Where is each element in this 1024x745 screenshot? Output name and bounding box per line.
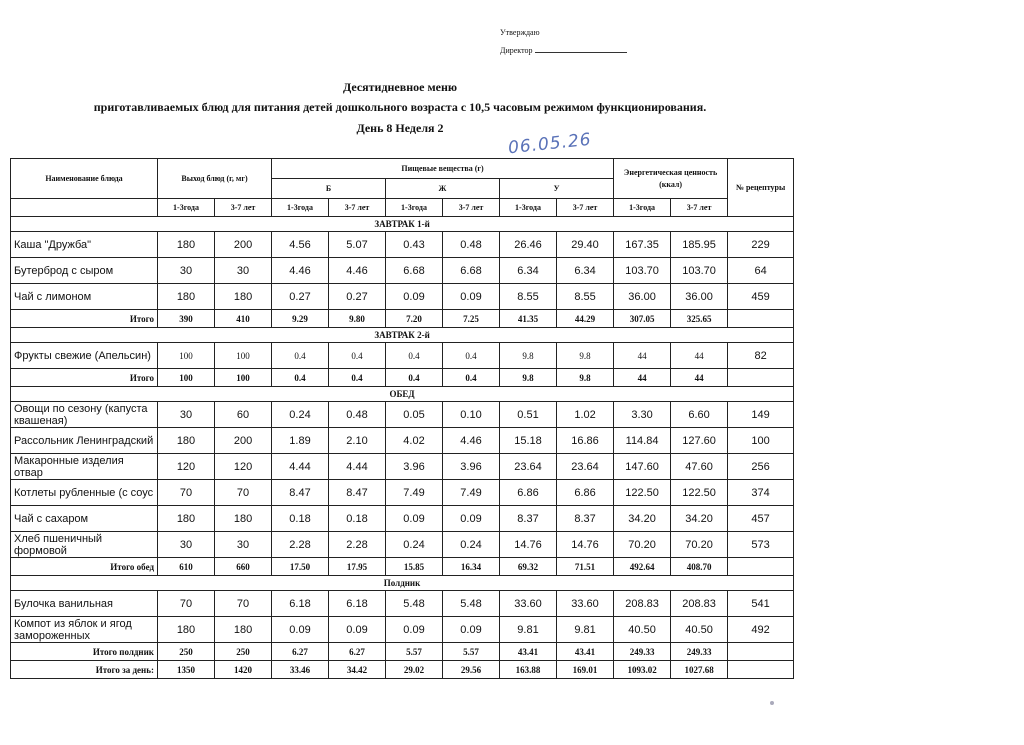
dish-value: 8.47 [329,480,386,506]
total-value: 249.33 [671,643,728,661]
section-title: ОБЕД [11,387,794,402]
document-subtitle: приготавливаемых блюд для питания детей дошкольного возраста с 10,5 часовым режимом функционирования. [93,100,707,114]
header-dish-name: Наименование блюда [11,159,158,199]
dish-value: 0.24 [443,532,500,558]
dish-value: 0.24 [272,402,329,428]
dish-value: 0.27 [272,284,329,310]
total-value: 0.4 [329,369,386,387]
total-value: 41.35 [500,310,557,328]
document-title: Десятидневное меню [342,80,458,94]
total-value: 250 [158,643,215,661]
dish-value: 1.89 [272,428,329,454]
dish-value: 114.84 [614,428,671,454]
header-age: 3-7 лет [671,199,728,217]
total-row [11,661,794,679]
dish-value: 8.55 [500,284,557,310]
dish-value: 6.86 [500,480,557,506]
dish-name: Макаронные изделия отвар [11,454,158,480]
dish-value: 34.20 [671,506,728,532]
dish-value: 6.18 [272,591,329,617]
total-value: 44.29 [557,310,614,328]
dish-value: 9.81 [557,617,614,643]
dish-value: 30 [215,258,272,284]
total-row [11,310,794,328]
dish-value: 4.56 [272,232,329,258]
dish-value: 15.18 [500,428,557,454]
dish-value: 0.18 [272,506,329,532]
total-recipe-blank [728,369,794,387]
dish-value: 30 [158,532,215,558]
dish-value: 0.48 [329,402,386,428]
total-value: 1350 [158,661,215,679]
section-title: ЗАВТРАК 1-й [11,217,794,232]
total-recipe-blank [728,310,794,328]
signature-line [535,44,627,53]
recipe-number: 459 [728,284,794,310]
dish-value: 33.60 [500,591,557,617]
header-age: 3-7 лет [329,199,386,217]
dish-value: 14.76 [557,532,614,558]
approval-block [500,24,627,60]
dish-row [11,591,794,617]
dish-value: 2.28 [329,532,386,558]
dish-value: 26.46 [500,232,557,258]
total-value: 0.4 [443,369,500,387]
header-age: 1-3года [386,199,443,217]
dish-value: 44 [671,343,728,369]
dish-value: 180 [215,617,272,643]
menu-body [11,217,794,679]
dish-value: 180 [215,506,272,532]
total-value: 9.8 [557,369,614,387]
total-recipe-blank [728,643,794,661]
dish-value: 4.02 [386,428,443,454]
total-value: 43.41 [500,643,557,661]
total-value: 44 [614,369,671,387]
dish-name: Хлеб пшеничный формовой [11,532,158,558]
dish-value: 70.20 [614,532,671,558]
total-value: 249.33 [614,643,671,661]
header-age: 1-3года [614,199,671,217]
total-value: 325.65 [671,310,728,328]
total-label: Итого [11,369,158,387]
section-title: Полдник [11,576,794,591]
dish-value: 0.43 [386,232,443,258]
dish-value: 0.51 [500,402,557,428]
total-value: 0.4 [386,369,443,387]
recipe-number: 374 [728,480,794,506]
total-value: 33.46 [272,661,329,679]
age-header-row [11,199,794,217]
dish-value: 0.09 [443,506,500,532]
total-value: 5.57 [386,643,443,661]
dish-name: Компот из яблок и ягод замороженных [11,617,158,643]
dish-value: 70 [215,480,272,506]
dish-value: 6.18 [329,591,386,617]
header-age: 1-3года [272,199,329,217]
total-label: Итого за день: [11,661,158,679]
dish-value: 0.18 [329,506,386,532]
director-label: Директор [500,46,533,55]
dish-value: 8.37 [557,506,614,532]
dish-value: 200 [215,232,272,258]
dish-value: 70 [158,591,215,617]
total-value: 7.25 [443,310,500,328]
dish-value: 167.35 [614,232,671,258]
section-row [11,328,794,343]
total-row [11,369,794,387]
dish-value: 120 [158,454,215,480]
dish-value: 0.05 [386,402,443,428]
dish-value: 180 [215,284,272,310]
dish-value: 8.55 [557,284,614,310]
dish-value: 0.09 [443,284,500,310]
handwritten-date: 06.05.26 [507,129,593,159]
total-value: 7.20 [386,310,443,328]
total-value: 6.27 [329,643,386,661]
menu-table [10,158,794,679]
recipe-number: 256 [728,454,794,480]
dish-value: 0.27 [329,284,386,310]
dish-value: 34.20 [614,506,671,532]
header-protein: Б [272,179,386,199]
recipe-number: 82 [728,343,794,369]
dish-value: 23.64 [500,454,557,480]
dish-value: 6.86 [557,480,614,506]
total-value: 250 [215,643,272,661]
dish-name: Котлеты рубленные (с соус [11,480,158,506]
dish-value: 103.70 [614,258,671,284]
total-value: 44 [671,369,728,387]
dish-value: 30 [158,258,215,284]
dish-value: 29.40 [557,232,614,258]
dish-value: 7.49 [386,480,443,506]
header-age: 1-3года [500,199,557,217]
header-energy: Энергетическая ценность (ккал) [614,159,728,199]
dish-value: 0.4 [443,343,500,369]
total-recipe-blank [728,661,794,679]
total-value: 169.01 [557,661,614,679]
dish-value: 8.37 [500,506,557,532]
header-age: 1-3года [158,199,215,217]
dish-value: 0.09 [386,617,443,643]
total-label: Итого полдник [11,643,158,661]
dish-row [11,532,794,558]
section-row [11,387,794,402]
dish-value: 5.48 [386,591,443,617]
dish-row [11,454,794,480]
dish-value: 0.09 [386,506,443,532]
dish-value: 44 [614,343,671,369]
dish-row [11,402,794,428]
dish-value: 70 [158,480,215,506]
dish-value: 200 [215,428,272,454]
dish-value: 2.28 [272,532,329,558]
header-blank [11,199,158,217]
total-value: 610 [158,558,215,576]
approve-label: Утверждаю [500,28,540,37]
total-value: 1093.02 [614,661,671,679]
total-recipe-blank [728,558,794,576]
total-label: Итого обед [11,558,158,576]
recipe-number: 573 [728,532,794,558]
dish-value: 127.60 [671,428,728,454]
dish-value: 180 [158,506,215,532]
dish-value: 36.00 [614,284,671,310]
dish-value: 180 [158,284,215,310]
total-value: 0.4 [272,369,329,387]
scan-dot [770,701,774,705]
dish-value: 120 [215,454,272,480]
total-value: 5.57 [443,643,500,661]
total-value: 29.56 [443,661,500,679]
dish-value: 3.96 [386,454,443,480]
dish-row [11,232,794,258]
dish-value: 40.50 [671,617,728,643]
dish-value: 4.46 [329,258,386,284]
header-nutrients: Пищевые вещества (г) [272,159,614,179]
dish-value: 9.81 [500,617,557,643]
total-value: 69.32 [500,558,557,576]
dish-value: 6.68 [443,258,500,284]
total-value: 34.42 [329,661,386,679]
dish-value: 0.09 [443,617,500,643]
total-value: 1420 [215,661,272,679]
dish-value: 0.24 [386,532,443,558]
total-row [11,558,794,576]
total-value: 15.85 [386,558,443,576]
dish-value: 6.34 [557,258,614,284]
total-value: 408.70 [671,558,728,576]
dish-value: 180 [158,617,215,643]
total-value: 163.88 [500,661,557,679]
dish-value: 70.20 [671,532,728,558]
dish-value: 3.96 [443,454,500,480]
dish-value: 9.8 [557,343,614,369]
dish-value: 7.49 [443,480,500,506]
section-row [11,217,794,232]
total-value: 9.8 [500,369,557,387]
dish-name: Чай с сахаром [11,506,158,532]
header-output: Выход блюд (г, мг) [158,159,272,199]
dish-row [11,343,794,369]
director-signature-line [500,42,627,60]
total-value: 100 [158,369,215,387]
dish-row [11,617,794,643]
total-value: 307.05 [614,310,671,328]
dish-value: 0.48 [443,232,500,258]
dish-row [11,428,794,454]
total-value: 43.41 [557,643,614,661]
dish-value: 14.76 [500,532,557,558]
dish-value: 30 [215,532,272,558]
dish-name: Булочка ванильная [11,591,158,617]
total-value: 1027.68 [671,661,728,679]
recipe-number: 100 [728,428,794,454]
dish-value: 180 [158,428,215,454]
dish-name: Фрукты свежие (Апельсин) [11,343,158,369]
dish-value: 147.60 [614,454,671,480]
dish-value: 60 [215,402,272,428]
dish-row [11,506,794,532]
dish-value: 180 [158,232,215,258]
dish-name: Чай с лимоном [11,284,158,310]
recipe-number: 457 [728,506,794,532]
header-age: 3-7 лет [557,199,614,217]
dish-value: 6.68 [386,258,443,284]
dish-name: Рассольник Ленинградский [11,428,158,454]
dish-value: 4.46 [272,258,329,284]
recipe-number: 492 [728,617,794,643]
dish-value: 4.46 [443,428,500,454]
total-row [11,643,794,661]
dish-value: 16.86 [557,428,614,454]
dish-value: 33.60 [557,591,614,617]
dish-name: Овощи по сезону (капуста квашеная) [11,402,158,428]
dish-value: 0.09 [272,617,329,643]
total-value: 9.80 [329,310,386,328]
dish-value: 70 [215,591,272,617]
total-label: Итого [11,310,158,328]
total-value: 71.51 [557,558,614,576]
dish-value: 23.64 [557,454,614,480]
dish-value: 0.09 [329,617,386,643]
dish-value: 4.44 [329,454,386,480]
header-carbs: У [500,179,614,199]
dish-value: 40.50 [614,617,671,643]
dish-value: 122.50 [614,480,671,506]
recipe-number: 541 [728,591,794,617]
dish-value: 0.4 [272,343,329,369]
recipe-number: 149 [728,402,794,428]
dish-row [11,258,794,284]
dish-value: 4.44 [272,454,329,480]
dish-row [11,284,794,310]
total-value: 17.95 [329,558,386,576]
dish-value: 208.83 [671,591,728,617]
dish-name: Бутерброд с сыром [11,258,158,284]
dish-value: 47.60 [671,454,728,480]
total-value: 492.64 [614,558,671,576]
total-value: 9.29 [272,310,329,328]
dish-value: 6.60 [671,402,728,428]
section-title: ЗАВТРАК 2-й [11,328,794,343]
total-value: 6.27 [272,643,329,661]
dish-value: 36.00 [671,284,728,310]
dish-value: 100 [158,343,215,369]
dish-value: 8.47 [272,480,329,506]
total-value: 410 [215,310,272,328]
total-value: 16.34 [443,558,500,576]
header-fat: Ж [386,179,500,199]
header-age: 3-7 лет [443,199,500,217]
dish-value: 100 [215,343,272,369]
day-week-label: День 8 Неделя 2 [356,121,444,135]
dish-name: Каша "Дружба" [11,232,158,258]
dish-value: 5.07 [329,232,386,258]
dish-row [11,480,794,506]
section-row [11,576,794,591]
total-value: 17.50 [272,558,329,576]
total-value: 29.02 [386,661,443,679]
dish-value: 0.4 [329,343,386,369]
dish-value: 5.48 [443,591,500,617]
dish-value: 9.8 [500,343,557,369]
dish-value: 103.70 [671,258,728,284]
dish-value: 2.10 [329,428,386,454]
dish-value: 3.30 [614,402,671,428]
dish-value: 0.09 [386,284,443,310]
recipe-number: 229 [728,232,794,258]
total-value: 100 [215,369,272,387]
dish-value: 0.10 [443,402,500,428]
header-age: 3-7 лет [215,199,272,217]
header-recipe: № рецептуры [728,159,794,217]
dish-value: 30 [158,402,215,428]
dish-value: 122.50 [671,480,728,506]
dish-value: 208.83 [614,591,671,617]
recipe-number: 64 [728,258,794,284]
total-value: 660 [215,558,272,576]
total-value: 390 [158,310,215,328]
dish-value: 1.02 [557,402,614,428]
dish-value: 6.34 [500,258,557,284]
dish-value: 185.95 [671,232,728,258]
dish-value: 0.4 [386,343,443,369]
